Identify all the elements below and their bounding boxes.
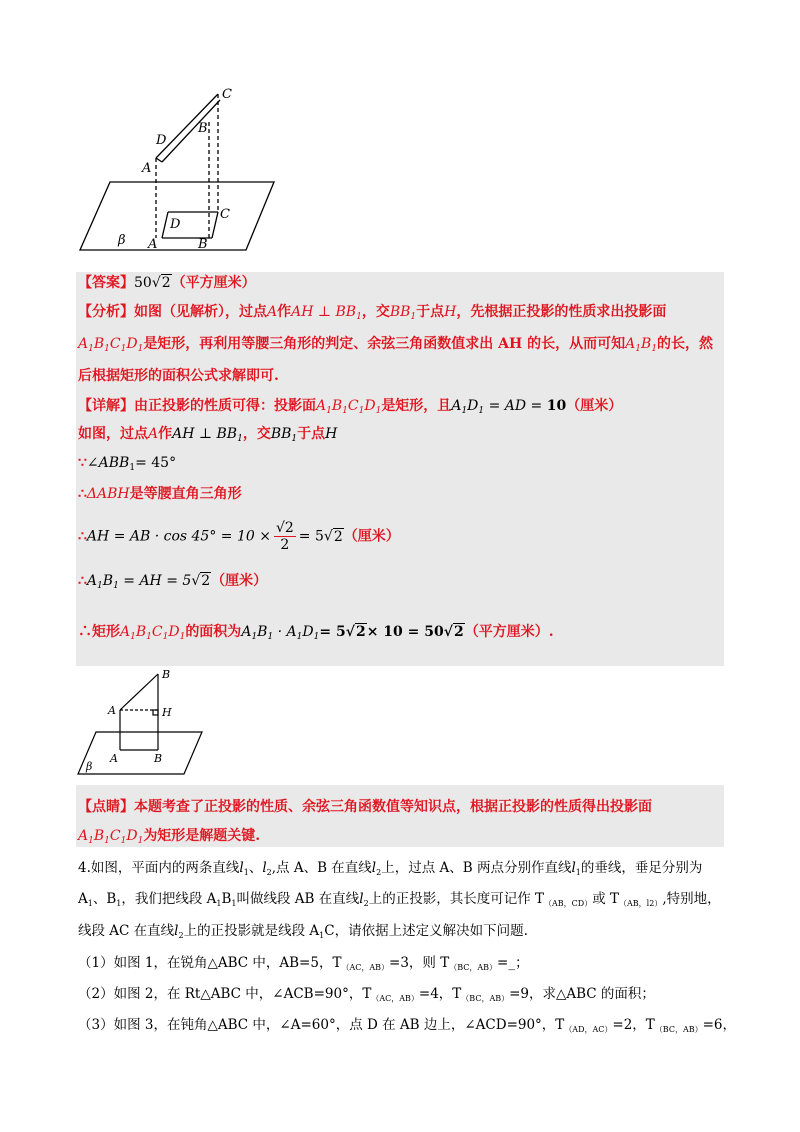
analysis-line-2: $A_1B_1C_1D_1$是矩形，再利用等腰三角形的判定、余弦三角函数值求出 AH 的长，从而可知$A_1B_1$的长，然 bbox=[78, 336, 714, 354]
detail-line-3: $\because\angle ABB_1= 45^\circ$ bbox=[78, 455, 177, 473]
analysis-line-1: 【分析】如图（见解析），过点A作AH ⊥ $BB_1$，交$BB_1$于点H，先根据正投影的性质求出投影面 bbox=[78, 304, 667, 322]
label-a: A bbox=[142, 161, 152, 176]
label-d: D bbox=[156, 133, 167, 148]
question-part-3: （3）如图 3，在钝角△ABC 中，∠A=60°，点 D 在 AB 边上，∠ACD=90°，$T_{(AD,AC)}=2$，$T_{(BC,AB)}=6$， bbox=[78, 1017, 737, 1034]
label-b1: B bbox=[198, 237, 208, 252]
question-line-2: $A_1$、$B_1$，我们把线段 $A_1B_1$叫做线段 AB 在直线$l_2$上的正投影，其长度可记作 $T_{(AB,CD)}$或 $T_{(AB,l2)}$,特别地， bbox=[78, 891, 721, 908]
label-beta: β bbox=[118, 233, 126, 248]
label-a1: A bbox=[148, 237, 158, 252]
label-c: C bbox=[222, 87, 232, 102]
answer-line: 【答案】50√2（平方厘米） bbox=[78, 275, 256, 291]
comment-line-1: 【点睛】本题考查了正投影的性质、余弦三角函数值等知识点，根据正投影的性质得出投影面 bbox=[78, 799, 652, 815]
detail-line-4: ∴ΔABH是等腰直角三角形 bbox=[78, 486, 242, 502]
label-beta-2: β bbox=[86, 760, 93, 773]
detail-line-6: $\therefore A_1B_1$ = AH = 5√2（厘米） bbox=[78, 573, 268, 591]
question-part-1: （1）如图 1，在锐角△ABC 中，AB=5，$T_{(AC,AB)}=3$，则 $T_{(BC,AB)}=\_$； bbox=[78, 955, 529, 972]
label-b-2: B bbox=[162, 668, 171, 681]
detail-line-1: 【详解】由正投影的性质可得：投影面$A_1B_1C_1D_1$是矩形，且$A_1D_1$ = AD = 10（厘米） bbox=[78, 398, 623, 416]
plane-beta-2 bbox=[78, 732, 202, 774]
label-h-2: H bbox=[162, 706, 172, 719]
question-part-2: （2）如图 2，在 Rt△ABC 中，∠ACB=90°，$T_{(AC,AB)}=4$，$T_{(BC,AB)}=9$，求△ABC 的面积； bbox=[78, 986, 655, 1003]
analysis-line-3: 后根据矩形的面积公式求解即可. bbox=[78, 368, 279, 384]
projection-figure-2 bbox=[74, 668, 204, 780]
label-d1: D bbox=[170, 217, 181, 232]
comment-line-2: $A_1B_1C_1D_1$为矩形是解题关键. bbox=[78, 828, 261, 846]
label-a1-2: A bbox=[110, 752, 118, 765]
detail-line-7: ∴矩形$A_1B_1C_1D_1$的面积为$A_1B_1 \cdot A_1D_1= 5√2\times 10 = 50√2$（平方厘米）. bbox=[78, 624, 554, 642]
plane-beta bbox=[80, 182, 274, 250]
label-b: B bbox=[198, 121, 208, 136]
projection-figure-1 bbox=[74, 80, 284, 258]
detail-line-5: ∴AH = AB · cos 45° = 10 × $\frac{√2}{2}$ = 5√2（厘米） bbox=[78, 520, 400, 553]
detail-line-2: 如图，过点A作AH ⊥ $BB_1$，交$BB_1$于点H bbox=[78, 426, 338, 444]
question-line-3: 线段 AC 在直线$l_2$上的正投影就是线段 $A_1C$，请依据上述定义解决如下问题. bbox=[78, 923, 528, 940]
question-line-1: 4.如图，平面内的两条直线$l_1$、$l_2$,点 A、B 在直线$l_2$上，过点 A、B 两点分别作直线$l_1$的垂线，垂足分别为 bbox=[78, 860, 703, 877]
label-a-2: A bbox=[108, 704, 116, 717]
label-b1-2: B bbox=[154, 752, 163, 765]
label-c1: C bbox=[220, 207, 230, 222]
segment-ac-upper bbox=[162, 100, 220, 162]
